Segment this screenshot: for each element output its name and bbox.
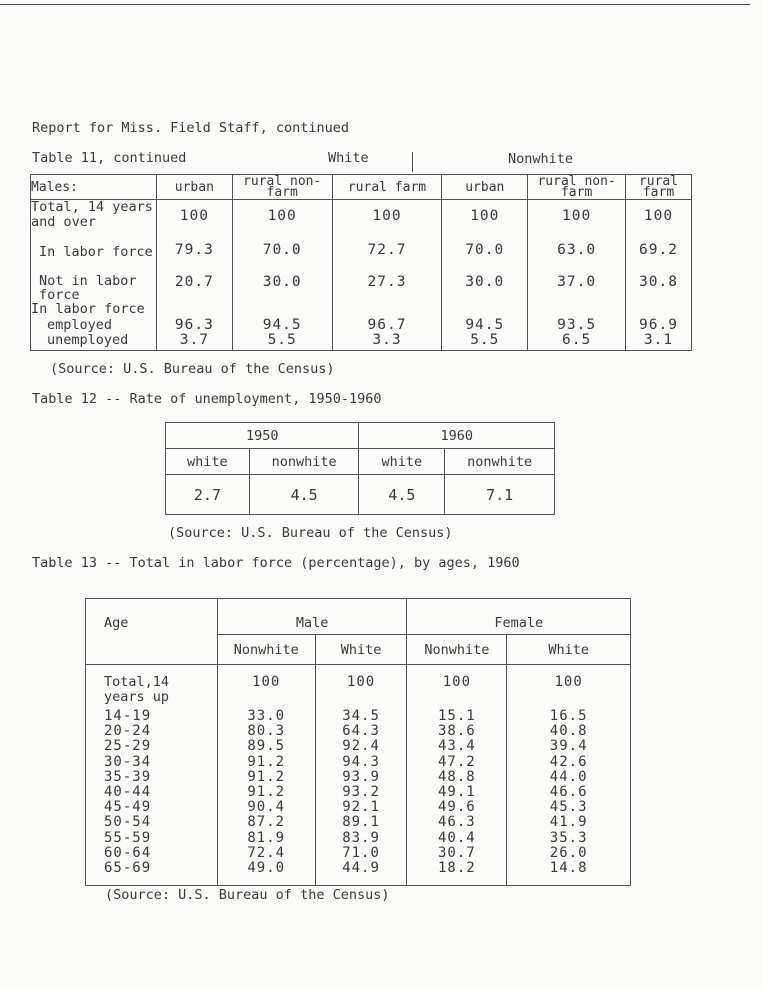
table11-divider — [412, 152, 413, 172]
table13-group-row — [86, 599, 631, 635]
table-cell: 94.5 — [442, 318, 528, 333]
table-cell: 96.3 — [156, 318, 232, 333]
table-cell: 45.3 — [549, 799, 588, 816]
table-cell: 35.3 — [549, 829, 588, 846]
table12-header-row — [166, 449, 555, 475]
table13-col-header: Nonwhite — [217, 635, 315, 665]
report-title: Report for Miss. Field Staff, continued — [32, 120, 349, 136]
table-cell: 90.4 — [247, 799, 286, 816]
table-cell: 4.5 — [359, 475, 445, 515]
age-label: 55-59 — [104, 829, 152, 846]
table12-col-header: nonwhite — [249, 449, 359, 475]
table11-col-header: rural non-farm — [232, 175, 332, 200]
table-cell: 39.4 — [549, 738, 588, 755]
table-cell: 100 — [232, 200, 332, 236]
table-cell: 46.3 — [438, 814, 476, 831]
table-cell: 96.7 — [332, 318, 442, 333]
table11-col-header: rural non-farm — [528, 175, 626, 200]
table-cell: 100 — [528, 200, 626, 236]
table-cell: 80.3 — [247, 723, 286, 740]
table-cell: 72.4 — [247, 844, 286, 861]
male-white-column — [315, 705, 407, 885]
value-list — [507, 709, 630, 876]
table-cell: 100 — [315, 665, 407, 706]
table-cell: 71.0 — [342, 844, 380, 861]
table-cell: 30.0 — [232, 266, 332, 302]
age-label: 30-34 — [104, 753, 152, 770]
table-cell: 91.2 — [247, 768, 286, 785]
table-cell: 3.7 — [156, 333, 232, 351]
table-cell: 49.6 — [438, 799, 476, 816]
age-label: 65-69 — [104, 860, 152, 877]
table11-col-header: urban — [156, 175, 232, 200]
table-row — [31, 302, 692, 318]
table11-group-nonwhite: Nonwhite — [508, 151, 574, 167]
table13-caption: Table 13 -- Total in labor force (percentage), by ages, 1960 — [32, 555, 520, 571]
table-cell: 49.1 — [438, 784, 476, 801]
table-cell: 70.0 — [442, 236, 528, 266]
table-cell: 40.4 — [438, 829, 476, 846]
table-cell: 41.9 — [549, 814, 588, 831]
table12-year-row — [166, 423, 555, 449]
table-row — [31, 333, 692, 351]
table-row — [86, 665, 631, 706]
table-cell: 94.5 — [232, 318, 332, 333]
table-cell: 27.3 — [332, 266, 442, 302]
table13-group-header: Male — [217, 599, 407, 635]
table-cell: 92.1 — [342, 799, 380, 816]
table-cell: 46.6 — [549, 784, 588, 801]
table-cell: 81.9 — [247, 829, 286, 846]
table-cell: 100 — [626, 200, 692, 236]
table12-caption: Table 12 -- Rate of unemployment, 1950-1960 — [32, 391, 382, 407]
table13-col-header: Nonwhite — [407, 635, 507, 665]
age-label: 60-64 — [104, 844, 152, 861]
age-label: 20-24 — [104, 723, 152, 740]
row-label: employed — [31, 318, 157, 333]
age-label: 40-44 — [104, 784, 152, 801]
table-cell: 63.0 — [528, 236, 626, 266]
table-cell: 49.0 — [247, 860, 286, 877]
value-list — [316, 709, 407, 876]
table-cell: 2.7 — [166, 475, 250, 515]
table12-source: (Source: U.S. Bureau of the Census) — [168, 525, 453, 541]
value-list — [407, 709, 506, 876]
table13-group-header: Female — [407, 599, 631, 635]
table-cell: 64.3 — [342, 723, 380, 740]
table-cell: 20.7 — [156, 266, 232, 302]
table-cell: 43.4 — [438, 738, 476, 755]
table-cell: 91.2 — [247, 784, 286, 801]
row-label: In labor force — [31, 302, 157, 318]
table-cell: 100 — [407, 665, 507, 706]
table-cell: 5.5 — [232, 333, 332, 351]
table12-col-header: white — [359, 449, 445, 475]
table-cell: 89.5 — [247, 738, 286, 755]
table11-col-header: rural farm — [332, 175, 442, 200]
table-row — [31, 318, 692, 333]
table-cell: 44.9 — [342, 860, 380, 877]
table-cell: 3.3 — [332, 333, 442, 351]
table-cell: 94.3 — [342, 753, 380, 770]
table-cell: 87.2 — [247, 814, 286, 831]
table-cell: 18.2 — [438, 860, 476, 877]
table-row — [31, 266, 692, 302]
table-cell: 100 — [442, 200, 528, 236]
table11 — [30, 174, 692, 351]
table-cell: 91.2 — [247, 753, 286, 770]
age-label: 45-49 — [104, 799, 152, 816]
table-cell: 100 — [507, 665, 631, 706]
table-cell: 72.7 — [332, 236, 442, 266]
table-row — [166, 475, 555, 515]
female-white-column — [507, 705, 631, 885]
table11-header-row — [31, 175, 692, 200]
age-column — [86, 705, 218, 885]
row-label: Total,14 years up — [86, 665, 218, 706]
table-cell: 6.5 — [528, 333, 626, 351]
age-label: 50-54 — [104, 814, 152, 831]
table-cell: 30.7 — [438, 844, 476, 861]
table-cell: 69.2 — [626, 236, 692, 266]
table11-group-white: White — [328, 150, 369, 166]
table-cell: 93.2 — [342, 784, 380, 801]
table12-col-header: nonwhite — [445, 449, 555, 475]
table-cell: 100 — [156, 200, 232, 236]
value-list — [218, 709, 315, 876]
table-cell: 30.0 — [442, 266, 528, 302]
table-cell: 7.1 — [445, 475, 555, 515]
table-cell: 79.3 — [156, 236, 232, 266]
table-cell: 5.5 — [442, 333, 528, 351]
table-cell: 100 — [217, 665, 315, 706]
table-cell: 70.0 — [232, 236, 332, 266]
table-cell: 48.8 — [438, 768, 476, 785]
table11-caption: Table 11, continued — [32, 150, 187, 166]
top-rule — [0, 4, 750, 5]
female-nonwhite-column — [407, 705, 507, 885]
age-label: 14-19 — [104, 708, 152, 724]
table11-col-header: rural farm — [626, 175, 692, 200]
table-cell: 83.9 — [342, 829, 380, 846]
table12-col-header: white — [166, 449, 250, 475]
table13-col-header: White — [507, 635, 631, 665]
table-cell: 14.8 — [549, 860, 588, 877]
age-list — [104, 709, 217, 876]
table13-col-header: White — [315, 635, 407, 665]
table11-col-header: urban — [442, 175, 528, 200]
table13-age-header: Age — [86, 599, 218, 665]
row-label: Not in labor force — [31, 266, 157, 302]
table-cell: 30.8 — [626, 266, 692, 302]
row-label: unemployed — [31, 333, 157, 351]
table11-source: (Source: U.S. Bureau of the Census) — [50, 361, 335, 377]
table-cell: 92.4 — [342, 738, 380, 755]
table-row — [31, 200, 692, 236]
table-row — [86, 705, 631, 885]
male-nonwhite-column — [217, 705, 315, 885]
table-cell: 40.8 — [549, 723, 588, 740]
table-cell: 26.0 — [549, 844, 588, 861]
table12-year-header: 1960 — [359, 423, 555, 449]
age-label: 35-39 — [104, 768, 152, 785]
table-cell: 93.5 — [528, 318, 626, 333]
table-cell: 89.1 — [342, 814, 380, 831]
table11-row-header: Males: — [31, 175, 157, 200]
table-cell: 42.6 — [549, 753, 588, 770]
table-cell: 47.2 — [438, 753, 476, 770]
table-cell: 44.0 — [549, 768, 588, 785]
table-cell: 16.5 — [549, 708, 588, 724]
row-label: Total, 14 years and over — [31, 200, 157, 236]
row-label: In labor force — [31, 236, 157, 266]
table12 — [165, 422, 555, 515]
table-cell: 33.0 — [247, 708, 286, 724]
table13-source: (Source: U.S. Bureau of the Census) — [105, 887, 390, 903]
table-cell: 96.9 — [626, 318, 692, 333]
table12-year-header: 1950 — [166, 423, 359, 449]
age-label: 25-29 — [104, 738, 152, 755]
table-row — [31, 236, 692, 266]
table-cell: 15.1 — [438, 708, 476, 724]
table-cell: 37.0 — [528, 266, 626, 302]
table-cell: 34.5 — [342, 708, 380, 724]
table-cell: 38.6 — [438, 723, 476, 740]
table-cell: 4.5 — [249, 475, 359, 515]
table13 — [85, 598, 631, 886]
table-cell: 93.9 — [342, 768, 380, 785]
table-cell: 100 — [332, 200, 442, 236]
table-cell: 3.1 — [626, 333, 692, 351]
